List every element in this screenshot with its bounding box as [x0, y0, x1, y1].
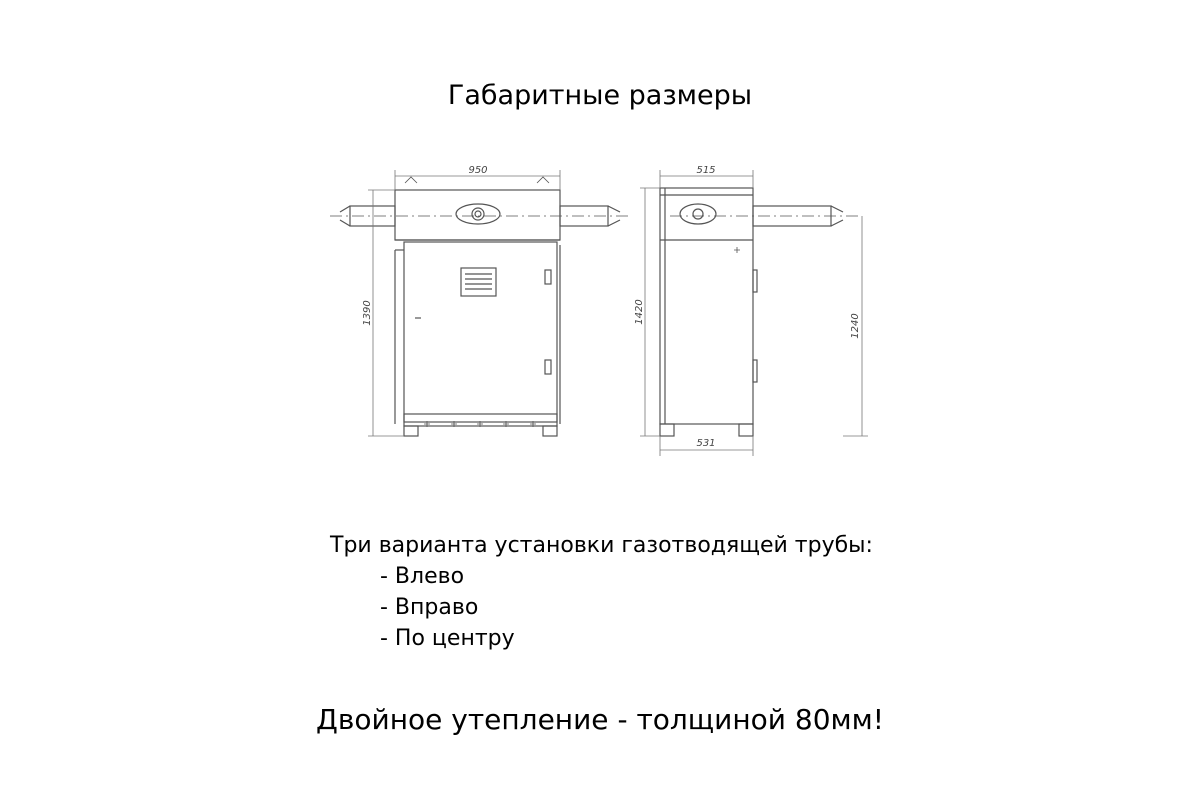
- front-view: [330, 177, 630, 436]
- front-body: [404, 242, 557, 422]
- side-width-top-label: 515: [696, 165, 716, 176]
- side-view: [660, 188, 860, 436]
- option-center: - По центру: [380, 626, 515, 651]
- insulation-note: Двойное утепление - толщиной 80мм!: [316, 703, 884, 736]
- front-vent-grille: [461, 268, 496, 296]
- front-width-label: 950: [468, 165, 488, 176]
- side-height-label: 1420: [634, 299, 645, 325]
- front-top-panel: [395, 190, 560, 240]
- front-peephole: [456, 204, 500, 224]
- side-width-bottom-label: 531: [696, 438, 716, 449]
- page-title: Габаритные размеры: [447, 80, 753, 111]
- flue-height-label: 1240: [850, 313, 861, 339]
- pipe-options: [330, 530, 873, 654]
- option-left: - Влево: [380, 564, 465, 589]
- option-right: - Вправо: [380, 595, 479, 620]
- front-height-label: 1390: [362, 300, 373, 326]
- pipe-options-heading: Три варианта установки газотводящей трубы:: [330, 533, 873, 558]
- side-peephole: [680, 204, 716, 224]
